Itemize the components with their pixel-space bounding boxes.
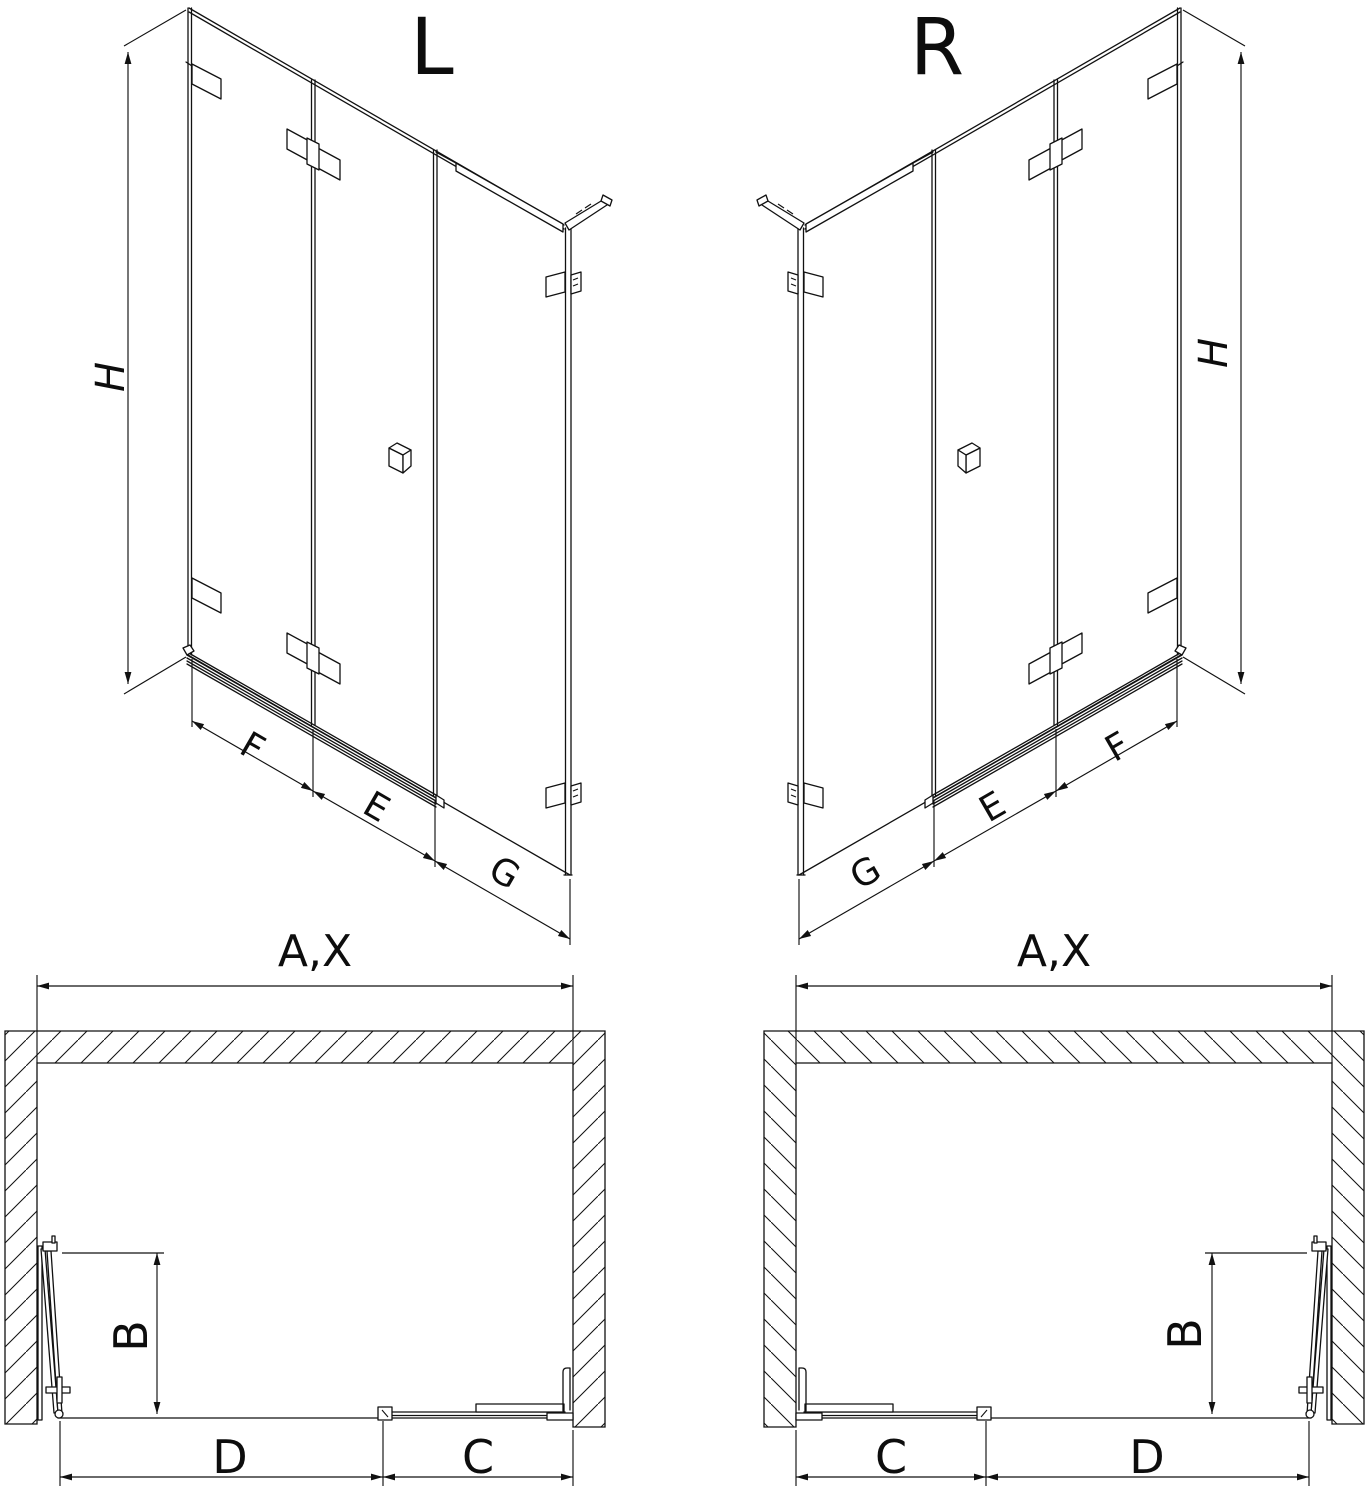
overall-width-label-right: A,X xyxy=(1016,926,1092,977)
depth-label-left: B xyxy=(104,1320,158,1352)
segment-g-label-left: G xyxy=(481,848,527,899)
depth-label-right: B xyxy=(1158,1318,1212,1350)
height-label-left: H xyxy=(88,361,134,393)
plan-right-lineart xyxy=(764,975,1364,1486)
plan-view-right xyxy=(764,926,1364,1486)
segment-f-label-left: F xyxy=(233,724,272,771)
segment-e-label-right: E xyxy=(972,783,1013,831)
fixed-width-label-right: C xyxy=(874,1430,908,1484)
segment-e-label-left: E xyxy=(356,783,397,831)
fixed-width-label-left: C xyxy=(461,1430,495,1484)
door-width-label-right: D xyxy=(1129,1430,1165,1484)
height-label-right: H xyxy=(1191,337,1237,369)
segment-g-label-right: G xyxy=(843,848,889,899)
view-title-left: L xyxy=(410,3,454,93)
overall-width-label-left: A,X xyxy=(277,926,353,977)
segment-f-label-right: F xyxy=(1098,724,1137,771)
door-width-label-left: D xyxy=(212,1430,248,1484)
iso-view-right xyxy=(757,3,1245,945)
plan-view-left xyxy=(5,926,605,1486)
view-title-right: R xyxy=(909,3,965,93)
iso-view-left xyxy=(88,3,612,945)
plan-left-lineart xyxy=(5,975,605,1486)
